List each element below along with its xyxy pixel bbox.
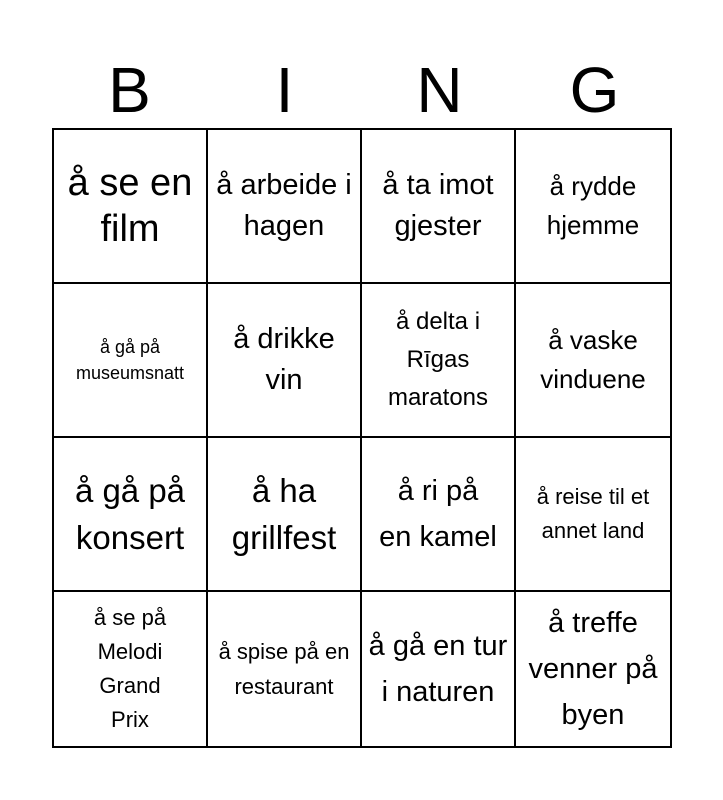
bingo-cell-r2c2[interactable] [362, 438, 516, 592]
cell-text: å reise til et annet land [536, 484, 650, 543]
cell-text: å se en film [67, 162, 193, 250]
bingo-cell-r3c1[interactable] [208, 592, 362, 746]
cell-text: å gå på konsert [74, 472, 186, 556]
cell-text: å rydde hjemme [546, 171, 640, 240]
bingo-cell-r1c2[interactable] [362, 284, 516, 438]
bingo-cell-r1c0[interactable] [54, 284, 208, 438]
cell-text: å ta imot gjester [382, 169, 494, 242]
header-letter-n: N [416, 54, 463, 126]
cell-text: å gå en tur i naturen [368, 630, 508, 708]
cell-text: å gå på museumsnatt [75, 337, 185, 383]
bingo-cell-r1c1[interactable] [208, 284, 362, 438]
bingo-header [52, 52, 672, 128]
cell-text: å delta i Rīgas maratons [387, 308, 489, 411]
bingo-cell-r2c1[interactable] [208, 438, 362, 592]
bingo-cell-r1c3[interactable] [516, 284, 670, 438]
cell-text: å arbeide i hagen [216, 169, 352, 242]
header-letter-b: B [108, 54, 151, 126]
cell-text: å ri på en kamel [379, 475, 497, 553]
bingo-cell-r0c2[interactable] [362, 130, 516, 284]
cell-text: å se på Melodi Grand Prix [93, 605, 167, 732]
bingo-cell-r3c3[interactable] [516, 592, 670, 746]
bingo-cell-r3c0[interactable] [54, 592, 208, 746]
bingo-cell-r0c1[interactable] [208, 130, 362, 284]
cell-text: å spise på en restaurant [218, 639, 350, 699]
cell-text: å treffe venner på byen [528, 607, 658, 731]
bingo-board [52, 128, 672, 748]
bingo-cell-r3c2[interactable] [362, 592, 516, 746]
cell-text: å ha grillfest [231, 472, 337, 556]
bingo-cell-r2c3[interactable] [516, 438, 670, 592]
cell-text: å vaske vinduene [540, 325, 646, 394]
cell-text: å drikke vin [233, 323, 335, 396]
bingo-cell-r0c0[interactable] [54, 130, 208, 284]
bingo-cell-r2c0[interactable] [54, 438, 208, 592]
header-letter-i: I [275, 54, 294, 126]
bingo-cell-r0c3[interactable] [516, 130, 670, 284]
header-letter-g: G [569, 54, 620, 126]
